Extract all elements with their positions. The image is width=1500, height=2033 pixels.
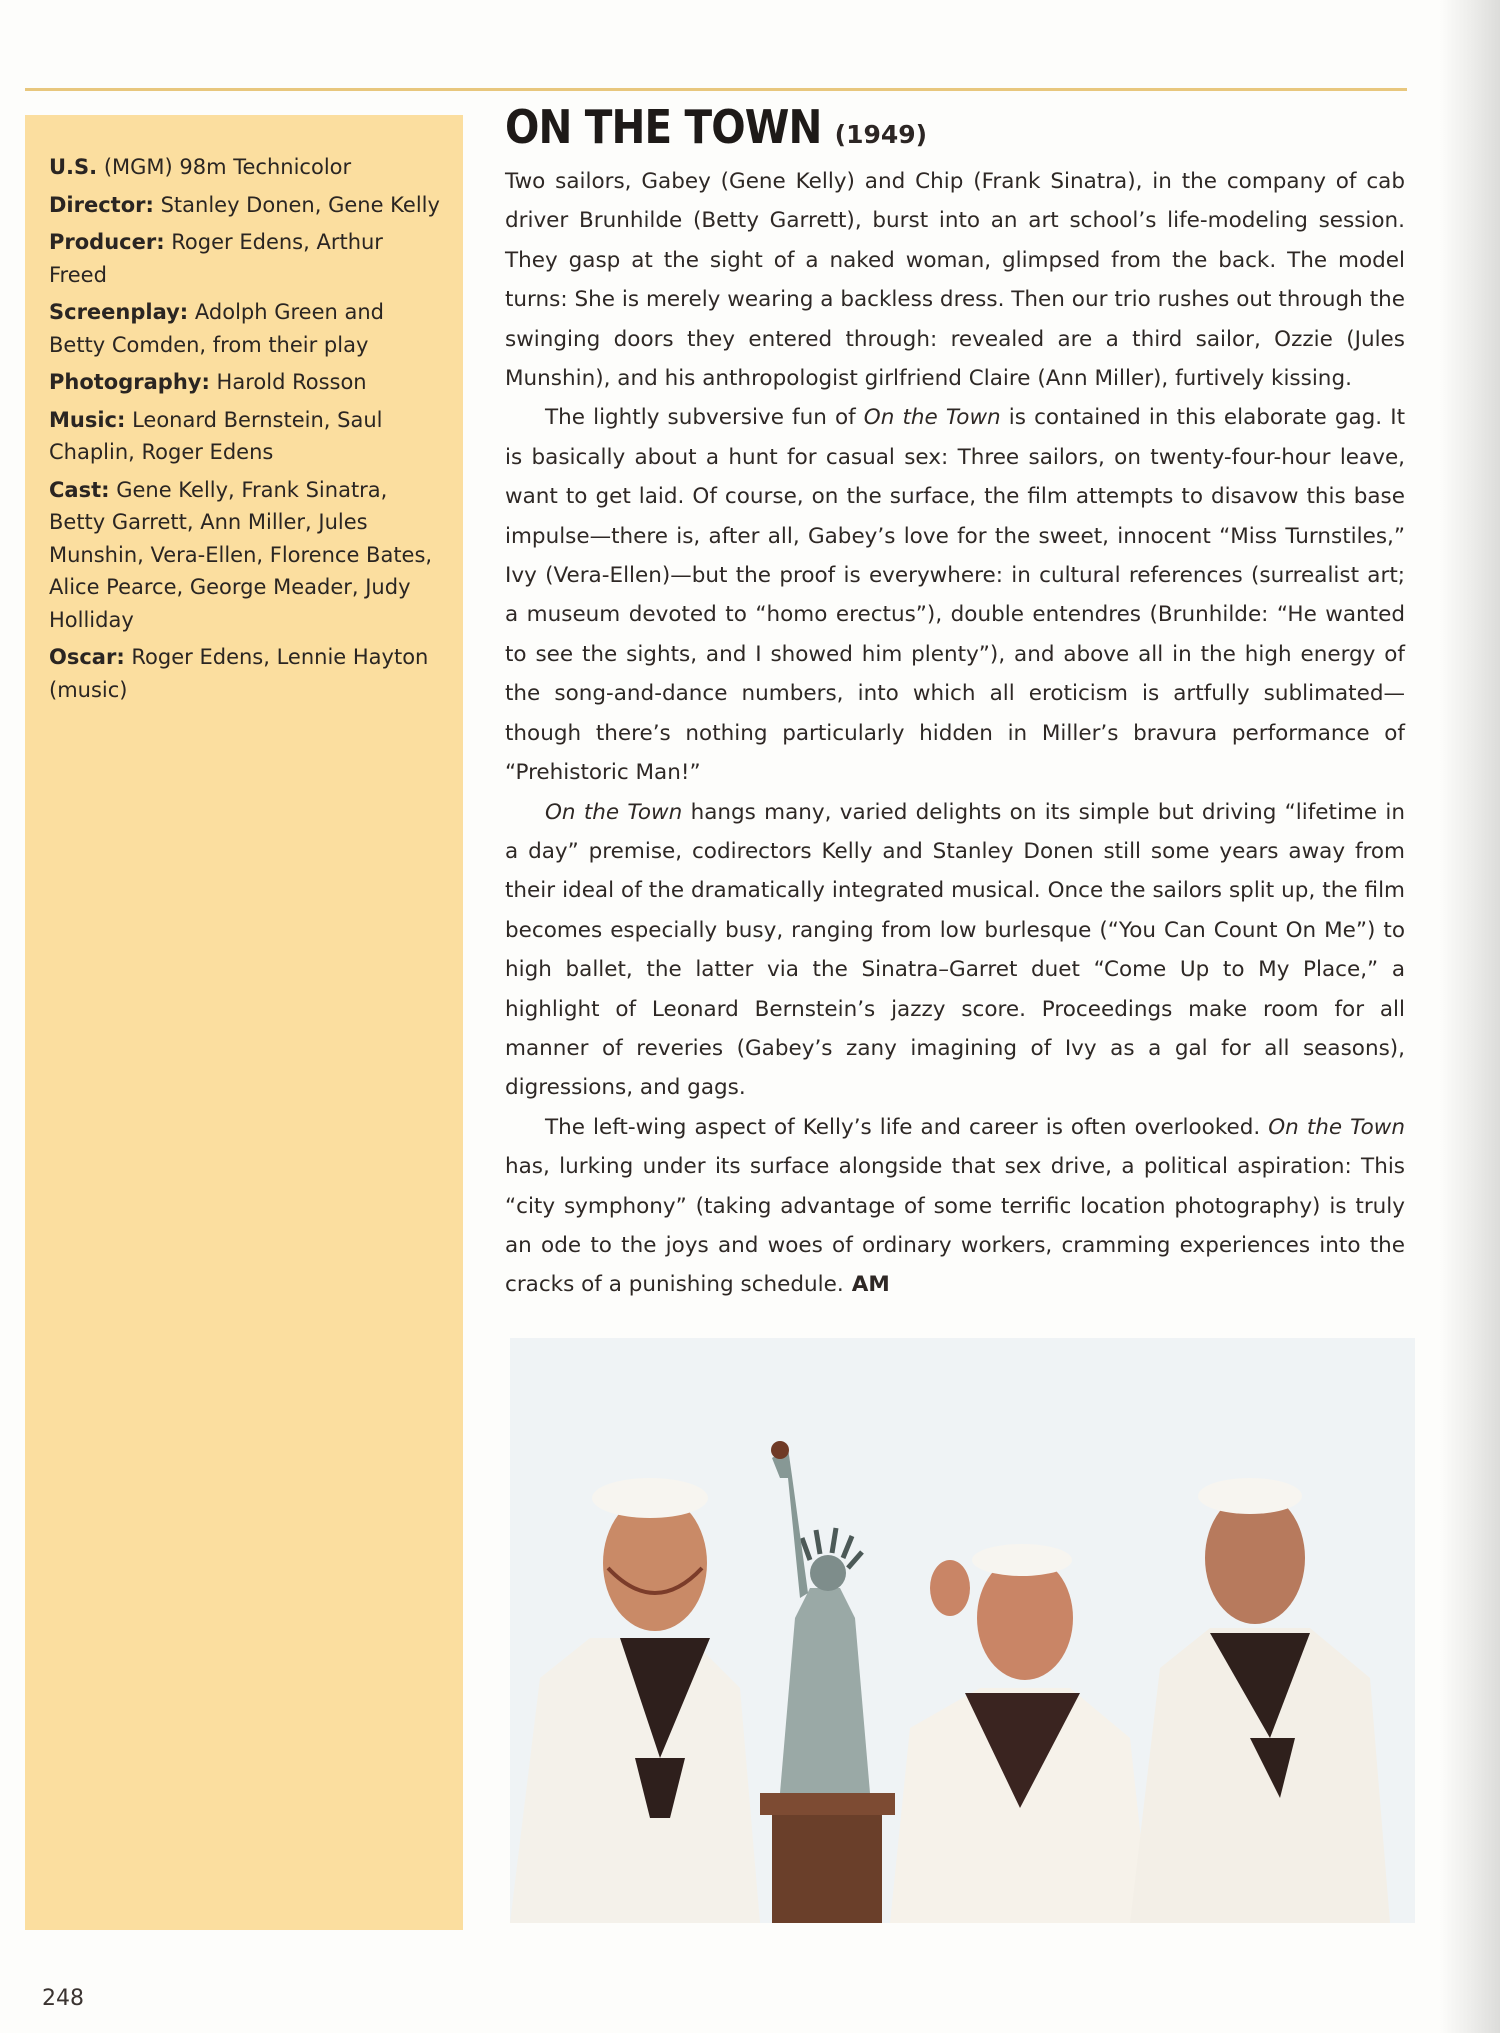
credit-value: Harold Rosson: [209, 370, 367, 394]
paragraph-1: Two sailors, Gabey (Gene Kelly) and Chip (Frank Sinatra), in the company of cab driver Brunhilde (Betty Garrett), burst into an art school’s life-modeling session. They gasp at the sight of a naked woman, glimpsed from the back. The model turns: She is merely wearing a backless dress. Then our trio rushes out through the swinging doors they entered through: revealed are a third sailor, Ozzie (Jules Munshin), and his anthropologist girlfriend Claire (Ann Miller), furtively kissing.: [505, 169, 1405, 392]
paragraph-2: [505, 398, 1405, 792]
top-rule: [25, 88, 1407, 91]
film-title-italic: On the Town: [1268, 1114, 1405, 1140]
page-gutter-shadow: [1440, 0, 1500, 2033]
credit-cast: [49, 474, 443, 637]
film-year: (1949): [834, 120, 928, 149]
text-run: The lightly subversive fun of: [545, 405, 864, 431]
article: [505, 100, 1405, 1305]
film-still-photo: [510, 1338, 1415, 1923]
film-title: ON THE TOWN: [505, 100, 822, 154]
credits-sidebar: [25, 115, 463, 1930]
credit-director: [49, 189, 443, 222]
credit-value: Roger Edens, Lennie Hayton (music): [49, 645, 429, 702]
article-body: [505, 162, 1405, 1305]
credit-label: Cast:: [49, 477, 110, 502]
credit-label: Producer:: [49, 230, 165, 254]
credit-value: Leonard Bernstein, Saul Chaplin, Roger Edens: [49, 407, 383, 464]
credit-oscar: [49, 641, 443, 706]
text-run: hangs many, varied delights on its simple but driving “lifetime in a day” premise, codirectors Kelly and Stanley Donen still some years away from their ideal of the dramatically integrated musical. Once the sailors split up, the film becomes especially busy, ranging from low burlesque (“You Can Count On Me”) to high ballet, the latter via the Sinatra–Garret duet “Come Up to My Place,” a highlight of Leonard Bernstein’s jazzy score. Proceedings make room for all manner of reveries (Gabey’s zany imagining of Ivy as a gal for all seasons), digressions, and gags.: [505, 799, 1405, 1101]
text-run: is contained in this elaborate gag. It is basically about a hunt for casual sex: Three sailors, on twenty-four-hour leave, want to get laid. Of course, on the surface, the film attempts to disavow this base impulse—there is, after all, Gabey’s love for the sweet, innocent “Miss Turnstiles,” Ivy (Vera-Ellen)—but the proof is everywhere: in cultural references (surrealist art; a museum devoted to “homo erectus”), double entendres (Brunhilde: “He wanted to see the sights, and I showed him plenty”), and above all in the high energy of the song-and-dance numbers, into which all eroticism is artfully sublimated—though there’s nothing particularly hidden in Miller’s bravura performance of “Prehistoric Man!”: [505, 405, 1406, 786]
credit-label: Screenplay:: [49, 300, 189, 324]
credit-label: Director:: [49, 192, 154, 217]
credit-label: Photography:: [49, 370, 210, 394]
credit-producer: [49, 226, 443, 291]
film-title-italic: On the Town: [545, 799, 683, 825]
credit-screenplay: [49, 296, 443, 361]
credit-photography: [49, 366, 443, 399]
credit-music: [49, 404, 443, 469]
page-number: 248: [42, 1986, 84, 2011]
author-initials: AM: [851, 1272, 890, 1298]
credit-label: Oscar:: [49, 645, 125, 669]
credit-label: Music:: [49, 407, 126, 432]
credit-country: [49, 151, 443, 184]
film-still-illustration: [510, 1338, 1415, 1923]
credit-value: Stanley Donen, Gene Kelly: [153, 192, 440, 217]
credit-value: Roger Edens, Arthur Freed: [49, 230, 383, 287]
text-run: The left-wing aspect of Kelly’s life and career is often overlooked.: [545, 1114, 1269, 1140]
credit-value: (MGM) 98m Technicolor: [97, 155, 352, 179]
text-run: has, lurking under its surface alongside that sex drive, a political aspiration: This “city symphony” (taking advantage of some terrific location photography) is truly an ode to the joys and woes of ordinary workers, cramming experiences into the cracks of a punishing schedule.: [505, 1154, 1405, 1298]
credit-label: U.S.: [49, 155, 98, 179]
film-title-italic: On the Town: [863, 405, 1001, 431]
paragraph-4: [505, 1108, 1405, 1305]
title-row: [505, 100, 1405, 154]
credit-value: Gene Kelly, Frank Sinatra, Betty Garrett, Ann Miller, Jules Munshin, Vera-Ellen, Florence Bates, Alice Pearce, George Meader, Judy Holliday: [49, 477, 433, 632]
paragraph-3: [505, 793, 1405, 1108]
credit-value: Adolph Green and Betty Comden, from their play: [49, 300, 384, 357]
